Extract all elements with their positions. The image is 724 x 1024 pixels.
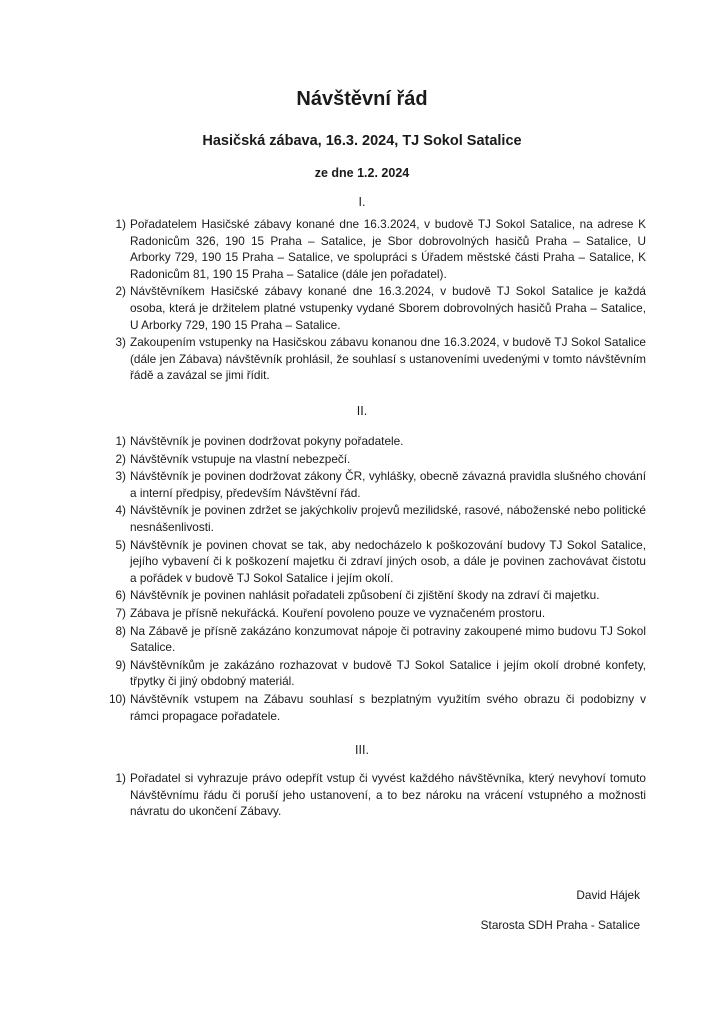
item-number: 6) bbox=[115, 588, 126, 603]
item-text: Pořadatel si vyhrazuje právo odepřít vstup či vyvést každého návštěvníka, který nevyhoví tomuto Návštěvnímu řádu či poruší jeho ustanovení, a to bez nároku na vrácení vstupného a možnosti návratu do ukončení Zábavy. bbox=[130, 771, 646, 819]
signature-name: David Hájek bbox=[576, 888, 640, 902]
list-item bbox=[104, 468, 646, 501]
document-date: ze dne 1.2. 2024 bbox=[314, 166, 410, 180]
item-text: Návštěvník vstupem na Zábavu souhlasí s bezplatným využitím svého obrazu či podobizny v rámci propagace pořadatele. bbox=[130, 691, 646, 723]
item-number: 3) bbox=[115, 469, 126, 484]
list-item bbox=[104, 587, 646, 604]
item-number: 1) bbox=[115, 771, 126, 785]
item-text: Návštěvník je povinen dodržovat zákony ČR, vyhlášky, obecně závazná pravidla slušného chování a interní předpisy, především Návštěvní řád. bbox=[130, 469, 646, 500]
list-item bbox=[104, 334, 646, 384]
item-text: Návštěvník je povinen zdržet se jakýchkoliv projevů mezilidské, rasové, náboženské nebo politické nesnášenlivosti. bbox=[130, 503, 646, 534]
section-heading-2: II. bbox=[356, 404, 368, 418]
section-2-list bbox=[104, 433, 646, 725]
item-text: Návštěvníkům je zakázáno rozhazovat v budově TJ Sokol Satalice i jejím okolí drobné konfety, třpytky či jiný obdobný materiál. bbox=[130, 657, 646, 689]
list-item bbox=[104, 283, 646, 333]
item-text: Návštěvník je povinen chovat se tak, aby nedocházelo k poškozování budovy TJ Sokol Satalice, jejího vybavení či k poškození majetku či zdraví jiných osob, a dále je povinen zachovávat čistotu a pořádek v budově TJ Sokol Satalice i jejím okolí. bbox=[130, 537, 646, 585]
item-text: Pořadatelem Hasičské zábavy konané dne 16.3.2024, v budově TJ Sokol Satalice, na adrese K Radonicům 326, 190 15 Praha – Satalice, je Sbor dobrovolných hasičů Praha – Satalice, U Arborky 729, 190 15 Praha – Satalice, ve spolupráci s Úřadem městské části Praha – Satalice, K Radonicům 81, 190 15 Praha – Satalice (dále jen pořadatel). bbox=[130, 217, 646, 281]
list-item bbox=[104, 502, 646, 535]
list-item bbox=[104, 770, 646, 820]
signature-role: Starosta SDH Praha - Satalice bbox=[480, 918, 640, 932]
item-number: 3) bbox=[115, 335, 126, 350]
list-item bbox=[104, 537, 646, 587]
list-item bbox=[104, 433, 646, 450]
section-heading-1: I. bbox=[358, 195, 366, 209]
item-number: 10) bbox=[108, 691, 126, 706]
document-title: Návštěvní řád bbox=[296, 88, 428, 110]
item-number: 2) bbox=[115, 451, 126, 466]
item-number: 5) bbox=[115, 537, 126, 552]
list-item bbox=[104, 216, 646, 282]
list-item bbox=[104, 451, 646, 468]
document-subtitle: Hasičská zábava, 16.3. 2024, TJ Sokol Satalice bbox=[202, 133, 522, 149]
item-text: Na Zábavě je přísně zakázáno konzumovat nápoje či potraviny zakoupené mimo budovu TJ Sokol Satalice. bbox=[130, 623, 646, 655]
section-3-list bbox=[104, 770, 646, 821]
item-text: Zábava je přísně nekuřácká. Kouření povoleno pouze ve vyznačeném prostoru. bbox=[130, 605, 546, 620]
list-item bbox=[104, 691, 646, 724]
item-text: Návštěvník vstupuje na vlastní nebezpečí. bbox=[130, 451, 351, 466]
list-item bbox=[104, 623, 646, 656]
section-heading-3: III. bbox=[355, 743, 369, 757]
section-1-list bbox=[104, 216, 646, 385]
item-text: Návštěvníkem Hasičské zábavy konané dne 16.3.2024, v budově TJ Sokol Satalice je každá osoba, která je držitelem platné vstupenky vydané Sborem dobrovolných hasičů Praha – Satalice, U Arborky 729, 190 15 Praha – Satalice. bbox=[130, 284, 646, 332]
item-number: 4) bbox=[115, 503, 126, 518]
item-number: 9) bbox=[115, 657, 126, 672]
item-text: Návštěvník je povinen nahlásit pořadateli způsobení či zjištění škody na zdraví či majetku. bbox=[130, 588, 600, 603]
item-number: 1) bbox=[115, 434, 126, 448]
list-item bbox=[104, 657, 646, 690]
item-text: Návštěvník je povinen dodržovat pokyny pořadatele. bbox=[130, 434, 404, 448]
item-number: 2) bbox=[115, 284, 126, 299]
item-number: 7) bbox=[115, 605, 126, 620]
item-number: 8) bbox=[115, 623, 126, 638]
list-item bbox=[104, 605, 646, 622]
item-number: 1) bbox=[115, 217, 126, 231]
item-text: Zakoupením vstupenky na Hasičskou zábavu konanou dne 16.3.2024, v budově TJ Sokol Satalice (dále jen Zábava) návštěvník prohlásil, že souhlasí s ustanoveními uvedenými v tomto návštěvním řádě a zavázal se jimi řídit. bbox=[130, 335, 646, 383]
